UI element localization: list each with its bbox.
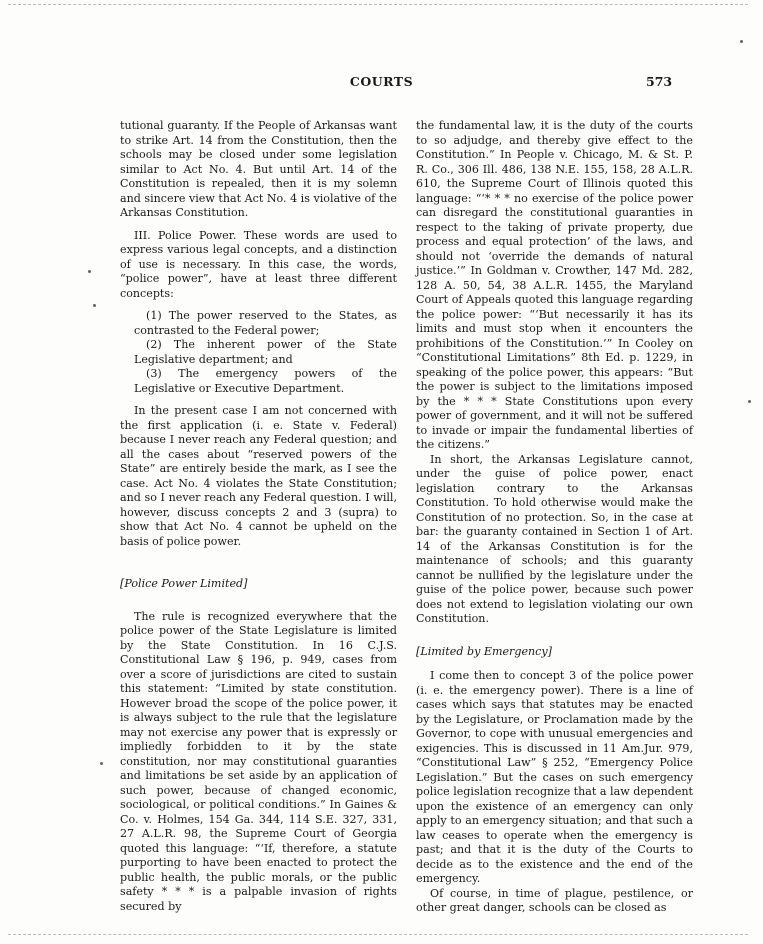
left-column xyxy=(120,119,397,914)
paragraph: The rule is recognized everywhere that the police power of the State Legislature is limited by the State Constitution. In 16 C.J.S. Constitutional Law § 196, p. 949, cases from over a score of jurisdictions are cited to sustain this statement: “Limited by state constitution. However broad the scope of the police power, it is always subject to the rule that the legislature may not exercise any power that is expressly or impliedly forbidden to it by the state constitution, nor may constitutional guaranties and limitations be set aside by an application of such power, because of changed economic, sociological, or political conditions.” In Gaines & Co. v. Holmes, 154 Ga. 344, 114 S.E. 327, 331, 27 A.L.R. 98, the Supreme Court of Georgia quoted this language: “‘If, therefore, a statute purporting to have been enacted to protect the public health, the public morals, or the public safety * * * is a palpable invasion of rights secured by xyxy=(120,609,397,913)
paragraph: In short, the Arkansas Legislature cannot, under the guise of police power, enact legislation contrary to the Arkansas Constitution. To hold otherwise would make the Constitution of no protection. So, in the case at bar: the guaranty contained in Section 1 of Art. 14 of the Arkansas Constitution is for the maintenance of schools; and this guaranty cannot be nullified by the legislature under the guise of the police power, because such power does not extend to legislation violating our own Constitution. xyxy=(416,452,693,625)
paragraph: III. Police Power. These words are used to express various legal concepts, and a distinction of use is necessary. In this case, the words, “police power”, have at least three different concepts: xyxy=(120,228,397,300)
scan-speck xyxy=(740,40,743,43)
paragraph: I come then to concept 3 of the police power (i. e. the emergency power). There is a line of cases which says that statutes may be enacted by the Legislature, or Proclamation made by the Governor, to cope with unusual emergencies and exigencies. This is discussed in 11 Am.Jur. 979, “Constitutional Law” § 252, “Emergency Police Legislation.” But the cases on such emergency police legislation recognize that a law dependent upon the existence of an emergency can only apply to an emergency situation; and that such a law ceases to operate when the emergency is past; and that it is the duty of the Courts to decide as to the existence and the end of the emergency. xyxy=(416,669,693,885)
bottom-edge-line xyxy=(8,934,748,935)
section-subhead: [Police Power Limited] xyxy=(120,577,248,590)
running-header: COURTS xyxy=(349,74,414,89)
scan-speck xyxy=(93,304,96,307)
page-number: 573 xyxy=(646,74,673,89)
list-item: (2) The inherent power of the State Legislative department; and xyxy=(134,338,397,366)
section-subhead: [Limited by Emergency] xyxy=(416,644,552,658)
top-edge-line xyxy=(8,4,748,5)
scan-speck xyxy=(88,270,91,273)
paragraph: Of course, in time of plague, pestilence, or other great danger, schools can be closed as xyxy=(416,886,693,914)
paragraph: tutional guaranty. If the People of Arkansas want to strike Art. 14 from the Constitution, then the schools may be closed under some legislation similar to Act No. 4. But until Art. 14 of the Constitution is repealed, then it is my solemn and sincere view that Act No. 4 is violative of the Arkansas Constitution. xyxy=(120,119,397,219)
scan-speck xyxy=(748,400,751,403)
paragraph: the fundamental law, it is the duty of the courts to so adjudge, and thereby give effect to the Constitution.” In People v. Chicago, M. & St. P. R. Co., 306 Ill. 486, 138 N.E. 155, 158, 28 A.L.R. 610, the Supreme Court of Illinois quoted this language: “‘* * * no exercise of the police power can disregard the constitutional guaranties in respect to the taking of private property, due process and equal protection’ of the laws, and should not ‘override the demands of natural justice.’” In Goldman v. Crowther, 147 Md. 282, 128 A. 50, 54, 38 A.L.R. 1455, the Maryland Court of Appeals quoted this language regarding the police power: “‘But necessarily it has its limits and must stop when it encounters the prohibitions of the Constitution.’” In Cooley on “Constitutional Limitations” 8th Ed. p. 1229, in speaking of the police power, this appears: “But the power is subject to the limitations imposed by the * * * State Constitutions upon every power of government, and it will not be suffered to invade or impair the fundamental liberties of the citizens.” xyxy=(416,119,693,451)
list-item: (3) The emergency powers of the Legislative or Executive Department. xyxy=(134,367,397,395)
scan-speck xyxy=(100,762,103,765)
paragraph: In the present case I am not concerned with the first application (i. e. State v. Federal) because I never reach any Federal question; and all the cases about “reserved powers of the State” are entirely beside the mark, as I see the case. Act No. 4 violates the State Constitution; and so I never reach any Federal question. I will, however, discuss concepts 2 and 3 (supra) to show that Act No. 4 cannot be upheld on the basis of police power. xyxy=(120,404,397,548)
right-column xyxy=(416,119,693,916)
list-item: (1) The power reserved to the States, as contrasted to the Federal power; xyxy=(134,309,397,337)
